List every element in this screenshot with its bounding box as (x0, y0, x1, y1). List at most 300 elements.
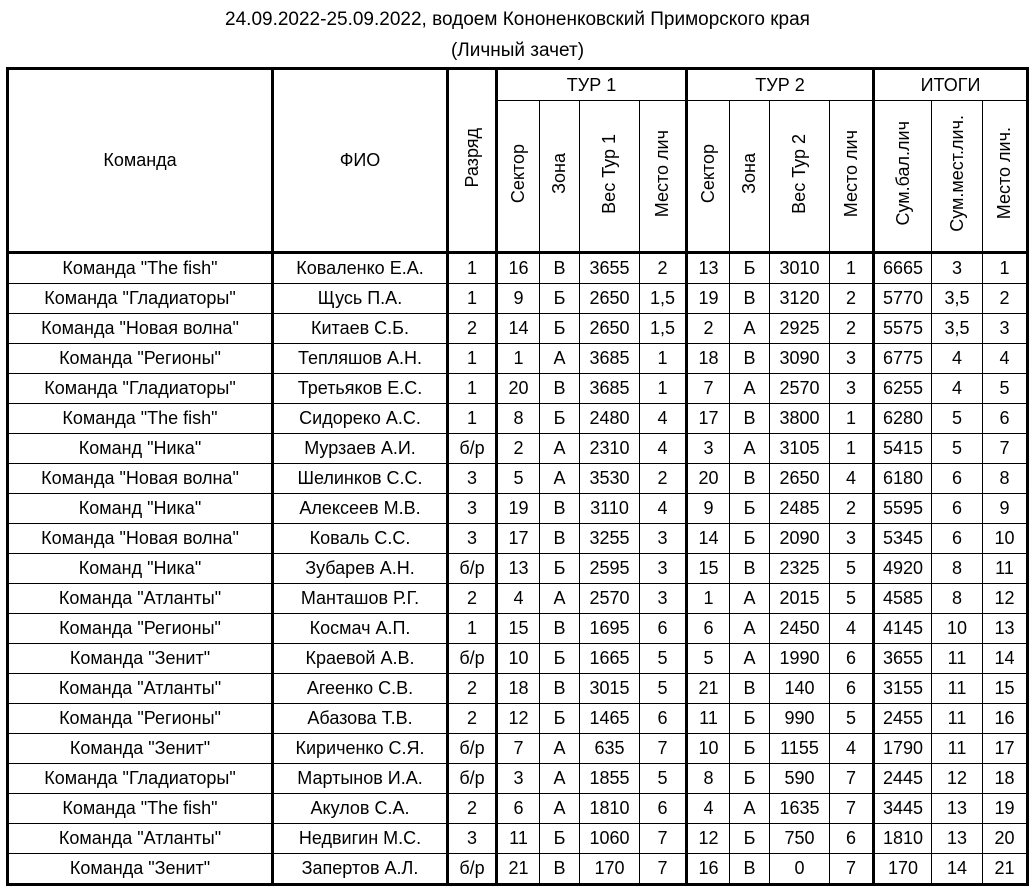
cell-sum-places: 8 (932, 554, 983, 584)
header-tour1-weight-label: Вес Тур 1 (599, 133, 619, 214)
cell-tour1-zone: В (540, 854, 580, 885)
header-tour2-zone (730, 101, 770, 253)
cell-team: Команда "Гладиаторы" (8, 764, 273, 794)
cell-sum-points: 5770 (874, 284, 932, 314)
cell-tour2-zone: Б (730, 734, 770, 764)
cell-place-total: 20 (983, 824, 1028, 854)
cell-tour2-place: 3 (830, 344, 874, 374)
cell-tour2-zone: А (730, 434, 770, 464)
cell-tour1-sector: 18 (497, 674, 540, 704)
cell-tour2-zone: А (730, 614, 770, 644)
cell-tour2-sector: 17 (687, 404, 730, 434)
cell-tour1-place: 3 (640, 524, 687, 554)
cell-tour1-zone: Б (540, 644, 580, 674)
header-tour2-place (830, 101, 874, 253)
cell-tour1-place: 4 (640, 434, 687, 464)
cell-fio: Тепляшов А.Н. (273, 344, 448, 374)
cell-fio: Алексеев М.В. (273, 494, 448, 524)
cell-place-total: 11 (983, 554, 1028, 584)
cell-sum-places: 6 (932, 524, 983, 554)
cell-tour2-zone: Б (730, 764, 770, 794)
cell-sum-places: 4 (932, 374, 983, 404)
cell-team: Команда "Зенит" (8, 644, 273, 674)
cell-sum-points: 4585 (874, 584, 932, 614)
cell-tour1-zone: А (540, 764, 580, 794)
cell-tour1-place: 1 (640, 344, 687, 374)
cell-tour1-zone: В (540, 253, 580, 284)
cell-tour2-weight: 3090 (770, 344, 830, 374)
table-row (8, 704, 1028, 734)
header-place-total-label: Место лич. (994, 127, 1014, 220)
cell-sum-points: 6180 (874, 464, 932, 494)
header-tour1-place-label: Место лич (652, 129, 672, 218)
header-tour1-place (640, 101, 687, 253)
cell-tour2-zone: Б (730, 824, 770, 854)
cell-tour2-sector: 21 (687, 674, 730, 704)
cell-tour2-place: 7 (830, 764, 874, 794)
cell-tour1-place: 4 (640, 494, 687, 524)
header-sum-places-label: Сум.мест.лич. (946, 115, 967, 232)
header-fio: ФИО (273, 69, 448, 253)
cell-tour1-sector: 13 (497, 554, 540, 584)
cell-tour1-place: 6 (640, 794, 687, 824)
cell-tour1-sector: 8 (497, 404, 540, 434)
cell-sum-points: 170 (874, 854, 932, 885)
cell-tour1-zone: А (540, 794, 580, 824)
cell-tour2-weight: 1635 (770, 794, 830, 824)
cell-tour2-zone: А (730, 584, 770, 614)
cell-rank: б/р (448, 764, 497, 794)
cell-team: Команда "Гладиаторы" (8, 284, 273, 314)
cell-team: Команд "Ника" (8, 554, 273, 584)
cell-tour1-sector: 20 (497, 374, 540, 404)
cell-tour1-zone: Б (540, 704, 580, 734)
cell-sum-places: 4 (932, 344, 983, 374)
cell-fio: Запертов А.Л. (273, 854, 448, 885)
cell-tour1-sector: 4 (497, 584, 540, 614)
cell-sum-places: 11 (932, 704, 983, 734)
cell-tour2-zone: А (730, 794, 770, 824)
cell-rank: б/р (448, 854, 497, 885)
header-tour2-sector (687, 101, 730, 253)
cell-tour2-weight: 2570 (770, 374, 830, 404)
cell-sum-points: 4920 (874, 554, 932, 584)
header-sum-points-label: Сум.бал.лич (892, 121, 913, 226)
cell-tour1-sector: 3 (497, 764, 540, 794)
cell-tour1-place: 1,5 (640, 284, 687, 314)
cell-tour2-place: 5 (830, 554, 874, 584)
cell-sum-points: 6255 (874, 374, 932, 404)
cell-fio: Сидореко А.С. (273, 404, 448, 434)
table-row (8, 434, 1028, 464)
cell-sum-places: 3 (932, 253, 983, 284)
cell-tour1-zone: Б (540, 284, 580, 314)
cell-team: Команда "Гладиаторы" (8, 374, 273, 404)
cell-tour2-zone: Б (730, 704, 770, 734)
cell-fio: Акулов С.А. (273, 794, 448, 824)
cell-tour2-sector: 11 (687, 704, 730, 734)
cell-rank: 1 (448, 284, 497, 314)
cell-place-total: 3 (983, 314, 1028, 344)
cell-sum-points: 5575 (874, 314, 932, 344)
cell-team: Команда "The fish" (8, 404, 273, 434)
header-rank-label: Разряд (461, 128, 482, 188)
cell-team: Команд "Ника" (8, 434, 273, 464)
header-place-total (983, 101, 1028, 253)
cell-tour1-weight: 2595 (580, 554, 640, 584)
cell-tour1-sector: 9 (497, 284, 540, 314)
cell-place-total: 1 (983, 253, 1028, 284)
table-row (8, 734, 1028, 764)
table-row (8, 614, 1028, 644)
cell-tour1-zone: А (540, 734, 580, 764)
cell-tour1-zone: В (540, 494, 580, 524)
cell-tour1-sector: 7 (497, 734, 540, 764)
cell-tour2-place: 6 (830, 824, 874, 854)
cell-tour1-weight: 2650 (580, 314, 640, 344)
cell-tour1-weight: 1810 (580, 794, 640, 824)
cell-team: Команда "Атланты" (8, 824, 273, 854)
cell-sum-points: 5345 (874, 524, 932, 554)
cell-fio: Коваль С.С. (273, 524, 448, 554)
cell-place-total: 18 (983, 764, 1028, 794)
cell-sum-places: 11 (932, 644, 983, 674)
cell-tour2-place: 7 (830, 794, 874, 824)
cell-tour2-weight: 140 (770, 674, 830, 704)
cell-tour1-sector: 15 (497, 614, 540, 644)
cell-tour1-zone: А (540, 344, 580, 374)
cell-rank: 1 (448, 253, 497, 284)
cell-tour2-place: 2 (830, 494, 874, 524)
cell-fio: Агеенко С.В. (273, 674, 448, 704)
cell-tour2-place: 4 (830, 734, 874, 764)
cell-fio: Третьяков Е.С. (273, 374, 448, 404)
cell-tour2-sector: 13 (687, 253, 730, 284)
cell-rank: б/р (448, 434, 497, 464)
cell-rank: б/р (448, 554, 497, 584)
cell-tour2-sector: 18 (687, 344, 730, 374)
cell-tour1-weight: 2480 (580, 404, 640, 434)
cell-team: Команда "Новая волна" (8, 464, 273, 494)
cell-tour2-weight: 590 (770, 764, 830, 794)
cell-tour1-place: 7 (640, 854, 687, 885)
cell-fio: Коваленко Е.А. (273, 253, 448, 284)
cell-tour1-zone: В (540, 674, 580, 704)
cell-tour2-weight: 2450 (770, 614, 830, 644)
cell-team: Команд "Ника" (8, 494, 273, 524)
table-row (8, 524, 1028, 554)
table-row (8, 464, 1028, 494)
cell-tour1-weight: 3655 (580, 253, 640, 284)
cell-tour2-sector: 14 (687, 524, 730, 554)
cell-sum-places: 12 (932, 764, 983, 794)
cell-sum-places: 5 (932, 434, 983, 464)
cell-tour1-weight: 1465 (580, 704, 640, 734)
header-tour1-zone (540, 101, 580, 253)
cell-sum-places: 11 (932, 734, 983, 764)
header-tour2-weight-label: Вес Тур 2 (789, 133, 809, 214)
table-row (8, 824, 1028, 854)
cell-tour1-weight: 1060 (580, 824, 640, 854)
header-tour1: ТУР 1 (497, 69, 687, 101)
cell-tour1-sector: 6 (497, 794, 540, 824)
cell-tour2-place: 6 (830, 644, 874, 674)
cell-place-total: 4 (983, 344, 1028, 374)
table-row (8, 554, 1028, 584)
cell-team: Команда "Новая волна" (8, 314, 273, 344)
cell-tour2-weight: 750 (770, 824, 830, 854)
cell-tour1-zone: А (540, 584, 580, 614)
cell-tour2-place: 5 (830, 584, 874, 614)
cell-tour2-zone: В (730, 674, 770, 704)
cell-place-total: 10 (983, 524, 1028, 554)
cell-sum-points: 6775 (874, 344, 932, 374)
cell-tour2-weight: 2325 (770, 554, 830, 584)
cell-tour2-sector: 7 (687, 374, 730, 404)
header-sum-places (932, 101, 983, 253)
cell-fio: Мартынов И.А. (273, 764, 448, 794)
cell-rank: 2 (448, 674, 497, 704)
cell-rank: 1 (448, 374, 497, 404)
table-row (8, 494, 1028, 524)
cell-fio: Китаев С.Б. (273, 314, 448, 344)
cell-tour2-sector: 4 (687, 794, 730, 824)
cell-tour2-sector: 8 (687, 764, 730, 794)
results-body (8, 253, 1028, 885)
cell-place-total: 13 (983, 614, 1028, 644)
cell-sum-points: 6665 (874, 253, 932, 284)
cell-tour1-sector: 19 (497, 494, 540, 524)
cell-sum-points: 1790 (874, 734, 932, 764)
header-tour1-weight (580, 101, 640, 253)
cell-sum-points: 4145 (874, 614, 932, 644)
cell-fio: Шелинков С.С. (273, 464, 448, 494)
header-team: Команда (8, 69, 273, 253)
cell-rank: 2 (448, 314, 497, 344)
cell-tour1-sector: 5 (497, 464, 540, 494)
cell-sum-places: 14 (932, 854, 983, 885)
table-row (8, 404, 1028, 434)
page-subtitle: (Личный зачет) (450, 40, 585, 61)
cell-tour1-place: 7 (640, 734, 687, 764)
cell-tour1-sector: 11 (497, 824, 540, 854)
cell-tour1-weight: 2310 (580, 434, 640, 464)
cell-tour2-zone: А (730, 644, 770, 674)
cell-tour1-sector: 14 (497, 314, 540, 344)
cell-tour1-zone: Б (540, 554, 580, 584)
cell-tour2-weight: 3105 (770, 434, 830, 464)
cell-place-total: 9 (983, 494, 1028, 524)
cell-sum-places: 3,5 (932, 284, 983, 314)
cell-tour2-place: 1 (830, 253, 874, 284)
cell-fio: Зубарев А.Н. (273, 554, 448, 584)
cell-fio: Кириченко С.Я. (273, 734, 448, 764)
cell-tour2-sector: 16 (687, 854, 730, 885)
cell-tour1-weight: 3015 (580, 674, 640, 704)
cell-tour2-place: 3 (830, 374, 874, 404)
cell-tour2-weight: 1990 (770, 644, 830, 674)
cell-place-total: 6 (983, 404, 1028, 434)
cell-place-total: 19 (983, 794, 1028, 824)
cell-tour1-zone: А (540, 464, 580, 494)
cell-fio: Краевой А.В. (273, 644, 448, 674)
header-tour2-weight (770, 101, 830, 253)
cell-tour2-zone: Б (730, 524, 770, 554)
cell-sum-places: 13 (932, 794, 983, 824)
cell-tour2-weight: 2650 (770, 464, 830, 494)
cell-tour2-sector: 6 (687, 614, 730, 644)
cell-rank: б/р (448, 734, 497, 764)
cell-rank: 2 (448, 704, 497, 734)
table-row (8, 253, 1028, 284)
cell-tour1-place: 2 (640, 464, 687, 494)
cell-tour2-zone: А (730, 314, 770, 344)
cell-tour2-place: 6 (830, 674, 874, 704)
cell-tour1-zone: В (540, 524, 580, 554)
cell-sum-points: 3155 (874, 674, 932, 704)
cell-fio: Космач А.П. (273, 614, 448, 644)
cell-tour1-weight: 1695 (580, 614, 640, 644)
cell-tour1-weight: 3255 (580, 524, 640, 554)
cell-tour2-zone: В (730, 554, 770, 584)
cell-tour1-zone: В (540, 614, 580, 644)
cell-tour1-weight: 170 (580, 854, 640, 885)
cell-tour1-place: 1 (640, 374, 687, 404)
cell-tour2-weight: 2015 (770, 584, 830, 614)
header-tour2-place-label: Место лич (840, 129, 861, 218)
cell-tour1-zone: Б (540, 824, 580, 854)
table-row (8, 344, 1028, 374)
cell-tour1-weight: 635 (580, 734, 640, 764)
cell-sum-places: 8 (932, 584, 983, 614)
cell-team: Команда "Регионы" (8, 344, 273, 374)
cell-fio: Недвигин М.С. (273, 824, 448, 854)
header-tour1-sector-label: Сектор (508, 143, 528, 204)
table-row (8, 374, 1028, 404)
cell-rank: 3 (448, 494, 497, 524)
cell-place-total: 5 (983, 374, 1028, 404)
cell-tour1-sector: 16 (497, 253, 540, 284)
cell-tour2-zone: В (730, 464, 770, 494)
cell-sum-places: 13 (932, 824, 983, 854)
cell-team: Команда "Зенит" (8, 734, 273, 764)
results-table (6, 67, 1029, 886)
cell-tour1-place: 3 (640, 584, 687, 614)
cell-tour2-place: 1 (830, 434, 874, 464)
cell-sum-places: 6 (932, 494, 983, 524)
cell-tour2-zone: В (730, 854, 770, 885)
cell-tour2-weight: 0 (770, 854, 830, 885)
cell-rank: 2 (448, 794, 497, 824)
cell-tour1-zone: Б (540, 404, 580, 434)
cell-tour2-weight: 2485 (770, 494, 830, 524)
cell-tour2-sector: 5 (687, 644, 730, 674)
header-tour2-sector-label: Сектор (698, 143, 718, 204)
cell-sum-points: 2455 (874, 704, 932, 734)
cell-tour1-zone: Б (540, 314, 580, 344)
cell-tour2-place: 2 (830, 314, 874, 344)
cell-tour1-weight: 1665 (580, 644, 640, 674)
cell-sum-points: 6280 (874, 404, 932, 434)
cell-tour1-weight: 3530 (580, 464, 640, 494)
header-rank (448, 69, 497, 253)
cell-tour2-sector: 15 (687, 554, 730, 584)
table-row (8, 314, 1028, 344)
cell-tour2-sector: 2 (687, 314, 730, 344)
cell-tour1-sector: 2 (497, 434, 540, 464)
cell-tour2-place: 2 (830, 284, 874, 314)
cell-tour1-weight: 2650 (580, 284, 640, 314)
cell-tour1-place: 3 (640, 554, 687, 584)
cell-tour1-place: 5 (640, 644, 687, 674)
cell-tour2-place: 4 (830, 614, 874, 644)
cell-tour1-weight: 2570 (580, 584, 640, 614)
cell-tour1-sector: 1 (497, 344, 540, 374)
cell-fio: Манташов Р.Г. (273, 584, 448, 614)
cell-sum-points: 3445 (874, 794, 932, 824)
cell-tour2-place: 4 (830, 464, 874, 494)
header-totals: ИТОГИ (874, 69, 1028, 101)
cell-team: Команда "Зенит" (8, 854, 273, 885)
cell-tour2-place: 5 (830, 704, 874, 734)
table-row (8, 644, 1028, 674)
cell-tour2-sector: 12 (687, 824, 730, 854)
cell-place-total: 7 (983, 434, 1028, 464)
cell-fio: Мурзаев А.И. (273, 434, 448, 464)
cell-tour2-weight: 990 (770, 704, 830, 734)
cell-tour1-weight: 1855 (580, 764, 640, 794)
cell-place-total: 14 (983, 644, 1028, 674)
cell-fio: Абазова Т.В. (273, 704, 448, 734)
cell-sum-points: 5595 (874, 494, 932, 524)
table-row (8, 284, 1028, 314)
cell-tour1-place: 4 (640, 404, 687, 434)
header-tour2-zone-label: Зона (739, 153, 759, 194)
cell-sum-places: 3,5 (932, 314, 983, 344)
cell-team: Команда "The fish" (8, 253, 273, 284)
cell-tour1-sector: 10 (497, 644, 540, 674)
cell-tour1-sector: 21 (497, 854, 540, 885)
table-row (8, 764, 1028, 794)
cell-tour2-weight: 2090 (770, 524, 830, 554)
cell-tour2-place: 1 (830, 404, 874, 434)
cell-tour2-sector: 3 (687, 434, 730, 464)
cell-tour2-weight: 3120 (770, 284, 830, 314)
cell-sum-places: 10 (932, 614, 983, 644)
cell-tour1-place: 6 (640, 704, 687, 734)
cell-sum-points: 2445 (874, 764, 932, 794)
cell-team: Команда "Атланты" (8, 584, 273, 614)
cell-tour1-weight: 3685 (580, 374, 640, 404)
cell-tour2-zone: В (730, 344, 770, 374)
cell-tour1-zone: А (540, 434, 580, 464)
cell-rank: 3 (448, 824, 497, 854)
cell-tour2-place: 7 (830, 854, 874, 885)
cell-place-total: 12 (983, 584, 1028, 614)
cell-tour2-zone: Б (730, 494, 770, 524)
cell-tour2-zone: А (730, 374, 770, 404)
cell-tour1-place: 2 (640, 253, 687, 284)
cell-team: Команда "Атланты" (8, 674, 273, 704)
cell-rank: 1 (448, 404, 497, 434)
cell-team: Команда "Регионы" (8, 614, 273, 644)
cell-fio: Щусь П.А. (273, 284, 448, 314)
cell-tour1-place: 7 (640, 824, 687, 854)
cell-team: Команда "Новая волна" (8, 524, 273, 554)
cell-sum-points: 5415 (874, 434, 932, 464)
cell-rank: 3 (448, 524, 497, 554)
cell-tour1-place: 5 (640, 674, 687, 704)
